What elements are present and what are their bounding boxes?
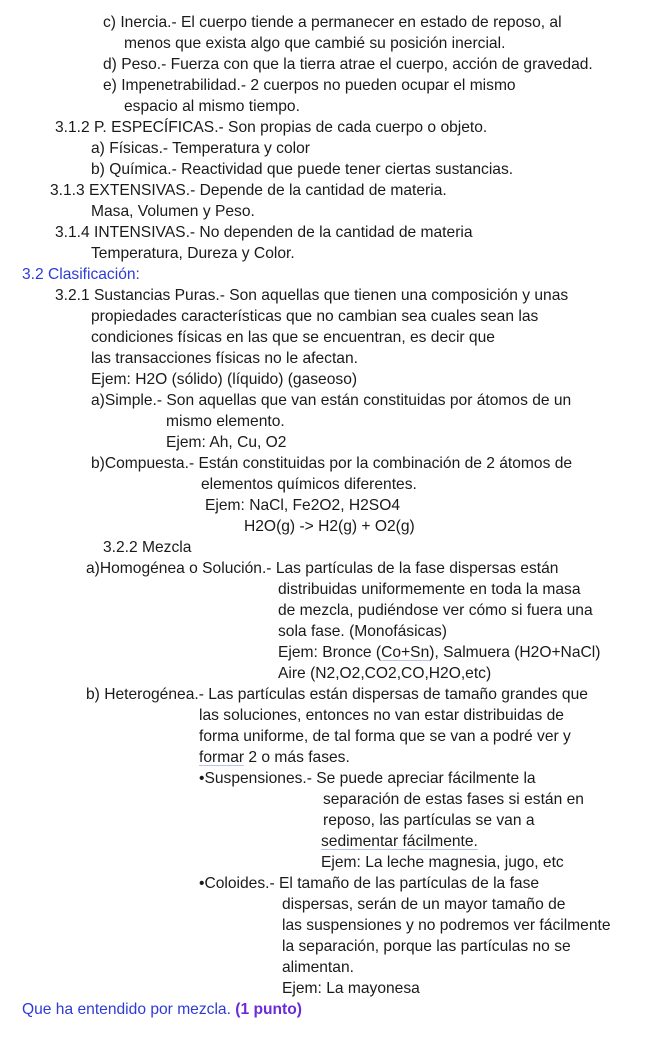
section-title-classification: 3.2 Clasificación: [22, 266, 140, 283]
text-segment: ), Salmuera (H2O+NaCl) [429, 644, 601, 661]
text-line: d) Peso.- Fuerza con que la tierra atrae el cuerpo, acción de gravedad. [103, 56, 593, 73]
text-line: condiciones físicas en las que se encuentran, es decir que [91, 329, 495, 346]
section-heading: 3.1.3 EXTENSIVAS.- Depende de la cantidad de materia. [50, 182, 447, 199]
section-heading: 3.1.2 P. ESPECÍFICAS.- Son propias de cada cuerpo o objeto. [55, 119, 488, 136]
text-line: distribuidas uniformemente en toda la masa [278, 581, 581, 598]
text-line: mismo elemento. [166, 413, 285, 430]
example-line: Ejem: La leche magnesia, jugo, etc [321, 854, 564, 871]
equation-line: H2O(g) -> H2(g) + O2(g) [244, 518, 415, 535]
section-heading: 3.2.2 Mezcla [103, 539, 192, 556]
text-line: las transacciones físicas no le afectan. [91, 350, 358, 367]
example-line: Aire (N2,O2,CO2,CO,H2O,etc) [278, 665, 492, 682]
question-text: Que ha entendido por mezcla. [22, 1001, 236, 1018]
section-heading: 3.1.4 INTENSIVAS.- No dependen de la cantidad de materia [55, 224, 473, 241]
text-line [321, 832, 478, 852]
example-line [278, 643, 600, 663]
text-line: b) Heterogénea.- Las partículas están dispersas de tamaño grandes que [86, 686, 588, 703]
text-line: separación de estas fases si están en [323, 791, 584, 808]
example-line: Ejem: La mayonesa [282, 980, 420, 997]
text-line: sola fase. (Monofásicas) [278, 623, 448, 640]
section-heading: 3.2.1 Sustancias Puras.- Son aquellas que tienen una composición y unas [55, 287, 569, 304]
example-line: Ejem: NaCl, Fe2O2, H2SO4 [205, 497, 400, 514]
text-line: a)Simple.- Son aquellas que van están constituidas por átomos de un [91, 392, 572, 409]
underlined-term: sedimentar fácilmente. [321, 833, 478, 850]
text-line: Masa, Volumen y Peso. [91, 203, 255, 220]
text-line: propiedades características que no cambian sea cuales sean las [91, 308, 539, 325]
text-line: dispersas, serán de un mayor tamaño de [282, 896, 566, 913]
text-line: la separación, porque las partículas no se [282, 938, 571, 955]
text-line: a) Físicas.- Temperatura y color [91, 140, 310, 157]
bullet-line: •Suspensiones.- Se puede apreciar fácilmente la [199, 770, 536, 787]
text-line: b)Compuesta.- Están constituidas por la combinación de 2 átomos de [91, 455, 573, 472]
question-prompt [22, 1000, 302, 1020]
text-line [199, 748, 350, 768]
text-line: las suspensiones y no podremos ver fácilmente [282, 917, 611, 934]
text-line: de mezcla, pudiéndose ver cómo si fuera una [278, 602, 593, 619]
text-line: c) Inercia.- El cuerpo tiende a permanecer en estado de reposo, al [103, 14, 562, 31]
text-segment: Ejem: Bronce ( [278, 644, 382, 661]
underlined-term: formar [199, 749, 245, 766]
text-line: alimentan. [282, 959, 354, 976]
text-segment: 2 o más fases. [244, 749, 350, 766]
underlined-term: Co+Sn [381, 644, 430, 661]
text-line: e) Impenetrabilidad.- 2 cuerpos no pueden ocupar el mismo [103, 77, 516, 94]
example-line: Ejem: Ah, Cu, O2 [166, 434, 287, 451]
bullet-line: •Coloides.- El tamaño de las partículas de la fase [199, 875, 540, 892]
text-line: reposo, las partículas se van a [323, 812, 535, 829]
text-line: espacio al mismo tiempo. [124, 98, 300, 115]
text-line: b) Química.- Reactividad que puede tener ciertas sustancias. [91, 161, 514, 178]
text-line: elementos químicos diferentes. [201, 476, 417, 493]
question-points: (1 punto) [235, 1001, 302, 1018]
text-line: las soluciones, entonces no van estar distribuidas de [199, 707, 564, 724]
text-line: forma uniforme, de tal forma que se van a podré ver y [199, 728, 571, 745]
text-line: Temperatura, Dureza y Color. [91, 245, 295, 262]
text-line: menos que exista algo que cambié su posición inercial. [124, 35, 506, 52]
text-line: a)Homogénea o Solución.- Las partículas de la fase dispersas están [86, 560, 559, 577]
example-line: Ejem: H2O (sólido) (líquido) (gaseoso) [91, 371, 358, 388]
